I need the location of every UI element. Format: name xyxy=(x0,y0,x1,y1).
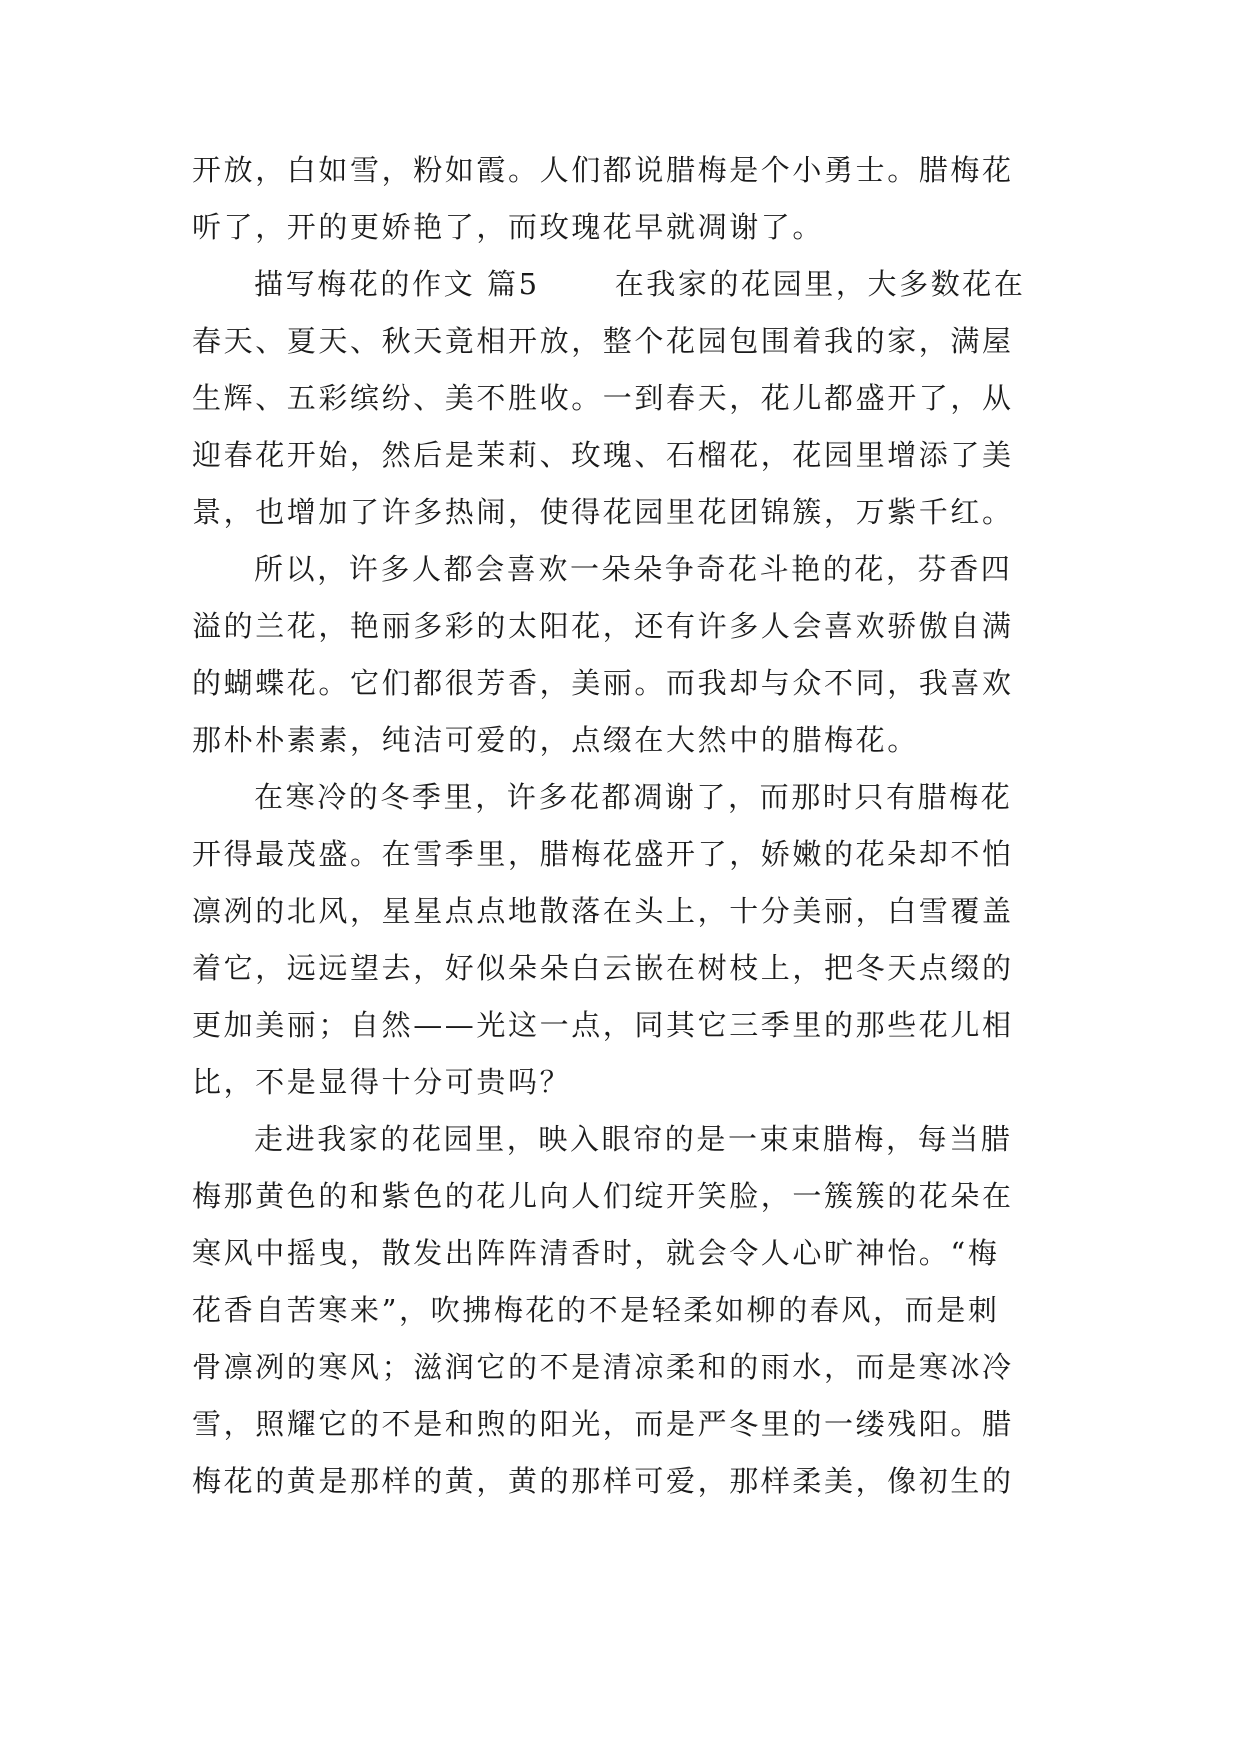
text-line: 溢的兰花，艳丽多彩的太阳花，还有许多人会喜欢骄傲自满 xyxy=(192,609,1014,643)
paragraph-start-line: 在寒冷的冬季里，许多花都凋谢了，而那时只有腊梅花 xyxy=(254,780,1013,814)
text-line: 那朴朴素素，纯洁可爱的，点缀在大然中的腊梅花。 xyxy=(192,723,919,757)
paragraph-start-line: 走进我家的花园里，映入眼帘的是一束束腊梅，每当腊 xyxy=(254,1122,1013,1156)
text-line: 梅花的黄是那样的黄，黄的那样可爱，那样柔美，像初生的 xyxy=(192,1464,1014,1498)
text-line: 生辉、五彩缤纷、美不胜收。一到春天，花儿都盛开了，从 xyxy=(192,381,1014,415)
text-line: 更加美丽；自然——光这一点，同其它三季里的那些花儿相 xyxy=(192,1008,1014,1042)
text-line: 听了，开的更娇艳了，而玫瑰花早就凋谢了。 xyxy=(192,210,825,244)
text-line: 雪，照耀它的不是和煦的阳光，而是严冬里的一缕残阳。腊 xyxy=(192,1407,1014,1441)
text-line: 景，也增加了许多热闹，使得花园里花团锦簇，万紫千红。 xyxy=(192,495,1014,529)
text-line: 比，不是显得十分可贵吗？ xyxy=(192,1065,572,1099)
text-line: 着它，远远望去，好似朵朵白云嵌在树枝上，把冬天点缀的 xyxy=(192,951,1014,985)
text-line: 开放，白如雪，粉如霞。人们都说腊梅是个小勇士。腊梅花 xyxy=(192,153,1014,187)
text-line: 春天、夏天、秋天竟相开放，整个花园包围着我的家，满屋 xyxy=(192,324,1014,358)
text-line: 迎春花开始，然后是茉莉、玫瑰、石榴花，花园里增添了美 xyxy=(192,438,1014,472)
text-line: 凛冽的北风，星星点点地散落在头上，十分美丽，白雪覆盖 xyxy=(192,894,1014,928)
text-line: 骨凛冽的寒风；滋润它的不是清凉柔和的雨水，而是寒冰冷 xyxy=(192,1350,1014,1384)
text-line: 开得最茂盛。在雪季里，腊梅花盛开了，娇嫩的花朵却不怕 xyxy=(192,837,1014,871)
text-line: 花香自苦寒来”，吹拂梅花的不是轻柔如柳的春风，而是刺 xyxy=(192,1293,1000,1327)
text-line: 寒风中摇曳，散发出阵阵清香时，就会令人心旷神怡。“梅 xyxy=(192,1236,1000,1270)
text-line: 的蝴蝶花。它们都很芳香，美丽。而我却与众不同，我喜欢 xyxy=(192,666,1014,700)
section-heading-line: 描写梅花的作文 篇5 在我家的花园里，大多数花在 xyxy=(254,267,1026,301)
text-line: 梅那黄色的和紫色的花儿向人们绽开笑脸，一簇簇的花朵在 xyxy=(192,1179,1014,1213)
paragraph-start-line: 所以，许多人都会喜欢一朵朵争奇花斗艳的花，芬香四 xyxy=(254,552,1013,586)
